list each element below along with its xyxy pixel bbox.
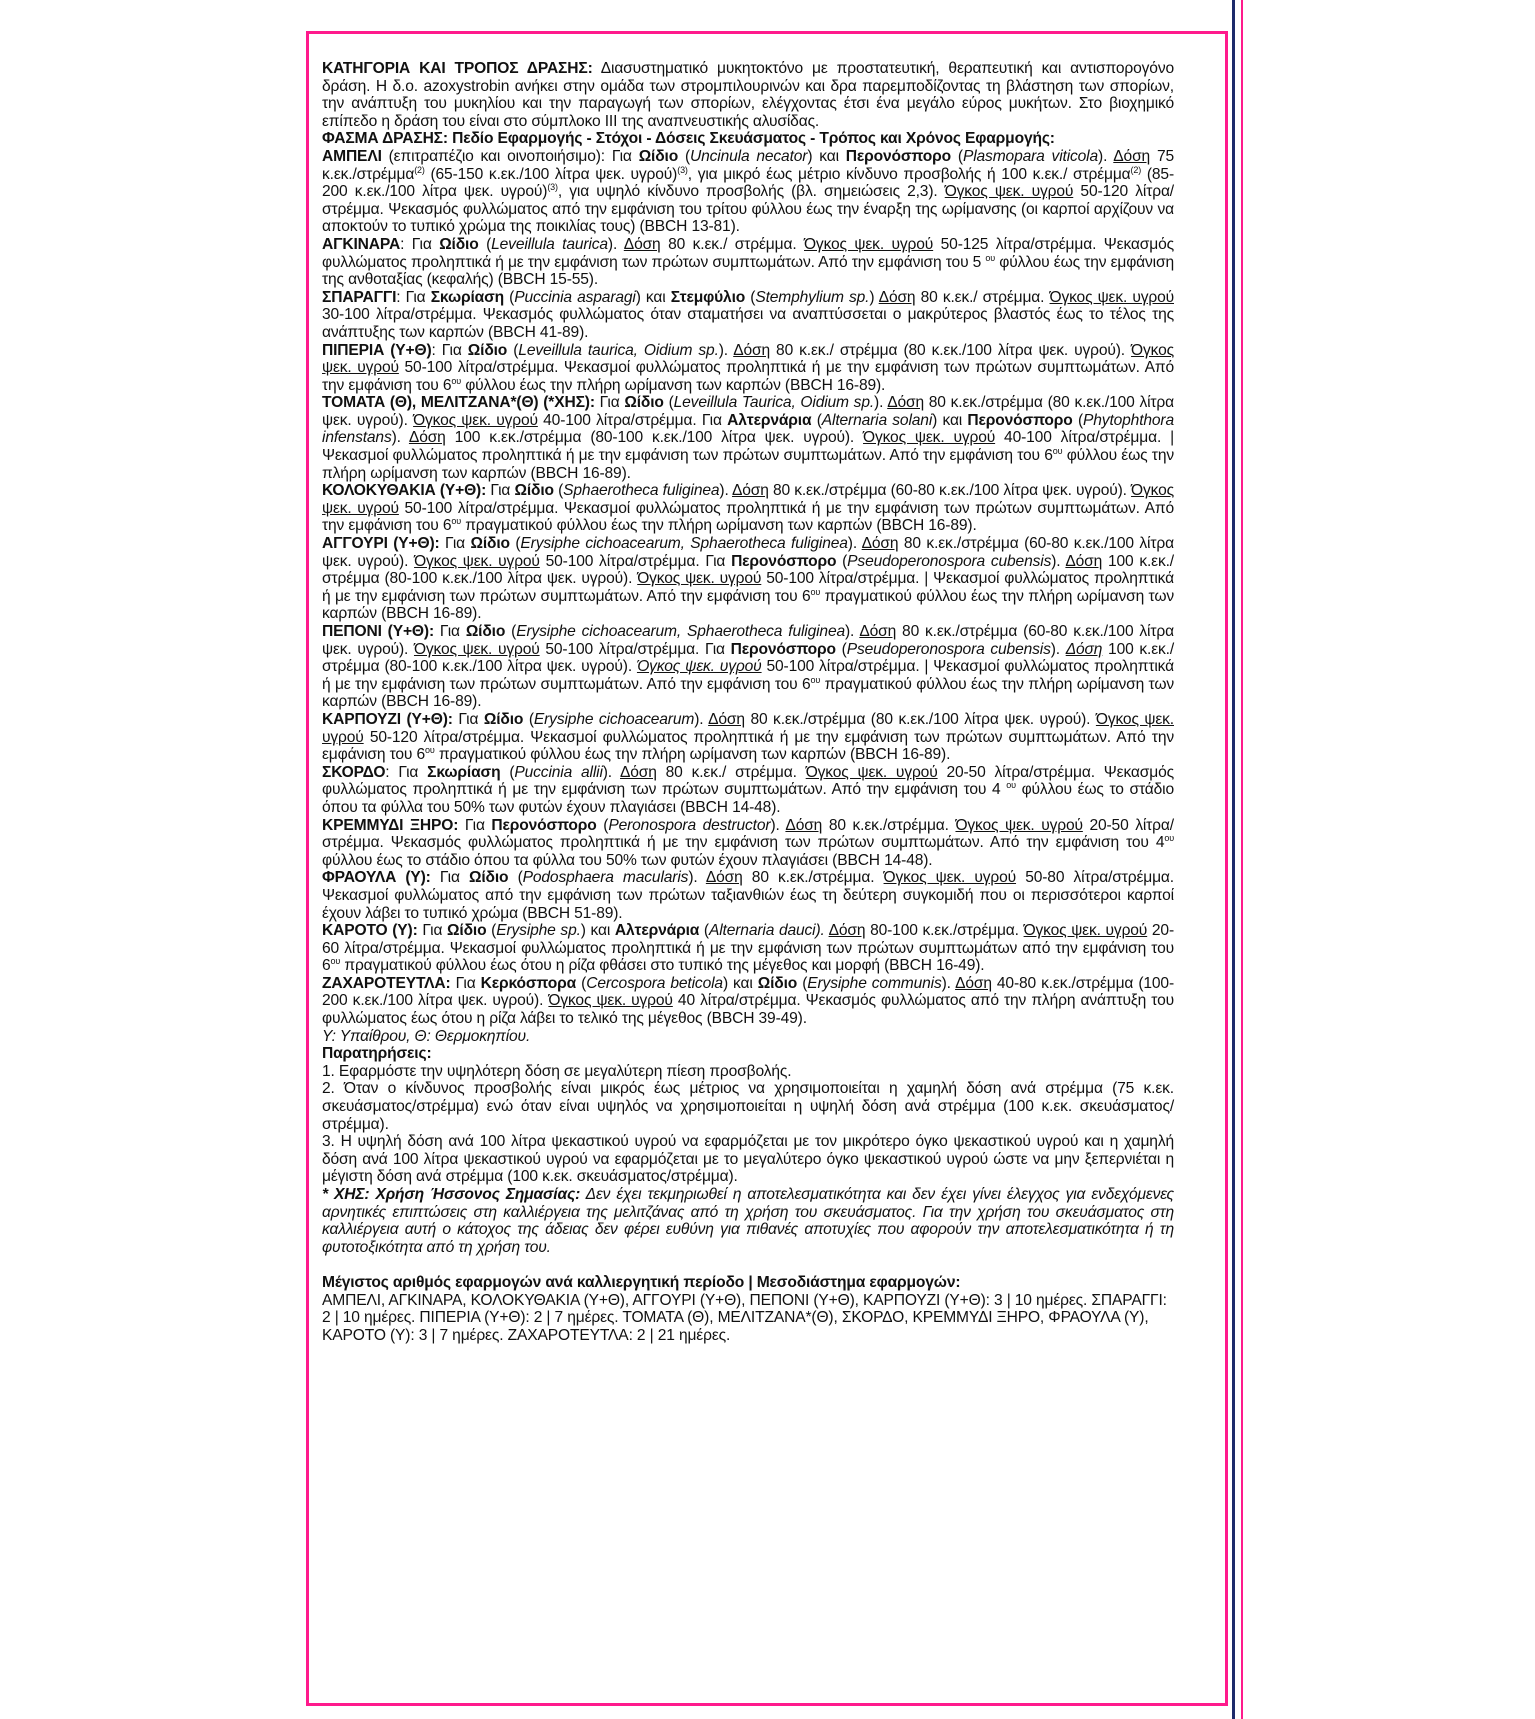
dose-label: Δόση: [731, 482, 769, 500]
dose-label: Δόση: [620, 763, 657, 781]
volume-label: Όγκος ψεκ. υγρού: [322, 482, 1174, 517]
note-2: 2. Όταν ο κίνδυνος προσβολής είναι μικρός έως μέτριος να χρησιμοποιείται η χαμηλή δόση ανά στρέμμα (75 κ.εκ. σκευάσματος/στρέμμα) ενώ όταν είναι υψηλός να χρησιμοποιείται η υψηλή δόση ανά στρέμμα (100 κ.εκ. σκευάσματος/ στρέμμα).: [322, 1080, 1174, 1133]
crop-name: ΑΓΚΙΝΑΡΑ: [322, 235, 401, 253]
volume-label: Όγκος ψεκ. υγρού: [322, 710, 1174, 746]
pathogen: Περονόσπορο: [491, 816, 597, 834]
species: Leveillula taurica, Oidium sp.: [518, 341, 719, 359]
dose-label: Δόση: [705, 869, 743, 887]
crop-agkinara: ΑΓΚΙΝΑΡΑ: Για Ωίδιο (Leveillula taurica). Δόση 80 κ.εκ./ στρέμμα. Όγκος ψεκ. υγρού 50-125 λίτρα/στρέμμα. Ψεκασμός φυλλώματος προληπτικά ή με την εμφάνιση των πρώτων συμπτωμάτων. Από την εμφάνιση του 5 $^{o\upsilon}$ φύλλου έως την εμφάνιση της ανθοταξίας (κεφαλής) (BBCH 15-55).: [322, 235, 1174, 289]
crop-name: ΑΜΠΕΛΙ: [322, 147, 382, 165]
minor-use-heading: * ΧΗΣ: Χρήση Ήσσονος Σημασίας:: [322, 1186, 581, 1203]
crop-name: ΚΡΕΜΜΥΔΙ ΞΗΡΟ:: [322, 816, 459, 834]
spectrum-heading-text: ΦΑΣΜΑ ΔΡΑΣΗΣ: Πεδίο Εφαρμογής - Στόχοι - Δόσεις Σκευάσματος - Τρόπος και Χρόνος Εφαρμογής:: [322, 130, 1055, 148]
species: Leveillula Taurica, Oidium sp.: [673, 394, 875, 412]
pathogen: Ωίδιο: [624, 394, 664, 412]
pathogen: Περονόσπορο: [730, 640, 836, 658]
volume-label: Όγκος ψεκ. υγρού: [804, 235, 934, 253]
page-edge-pink: [1241, 0, 1243, 1719]
species: Puccinia allii: [514, 763, 603, 781]
crop-ampeli: ΑΜΠΕΛΙ (επιτραπέζιο και οινοποιήσιμο): Για Ωίδιο (Uncinula necator) και Περονόσπορο (Plasmopara viticola). Δόση 75 κ.εκ./στρέμμα$^{(2)}$ (65-150 κ.εκ./100 λίτρα ψεκ. υγρού)$^{(3)}$, για μικρό έως μέτριο κίνδυνο προσβολής ή 100 κ.εκ./ στρέμμα$^{(2)}$ (85-200 κ.εκ./100 λίτρα ψεκ. υγρού)$^{(3)}$, για υψηλό κίνδυνο προσβολής (βλ. σημειώσεις 2,3). Όγκος ψεκ. υγρού 50-120 λίτρα/στρέμμα. Ψεκασμός φυλλώματος από την εμφάνιση του τρίτου φύλλου έως την έναρξη της ωρίμανσης (οι καρποί αρχίζουν να αποκτούν το τυπικό χρώμα της ποικιλίας τους) (BBCH 13-81).: [322, 147, 1174, 236]
dose-label: Δόση: [708, 710, 745, 728]
species: Cercospora beticola: [586, 974, 723, 992]
dose-label: Δόση: [408, 429, 446, 447]
crop-name: ΣΚΟΡΔΟ: [322, 763, 386, 781]
pathogen: Ωίδιο: [757, 974, 798, 992]
minor-use-text: Δεν έχει τεκμηριωθεί η αποτελεσματικότητα και δεν έχει γίνει έλεγχος για ενδεχόμενες αρνητικές επιπτώσεις στη καλλιέργεια της μελιτζάνας από τη χρήση του σκευάσματος. Για την χρήση του σκευάσματος στη καλλιέργεια αυτή ο κάτοχος της άδειας δεν φέρει ευθύνη για πιθανές αποτυχίες που αφορούν την αποτελεσματικότητα ή τη φυτοτοξικότητα από τη χρήση του.: [322, 1186, 1174, 1256]
crop-name: ΦΡΑΟΥΛΑ (Υ):: [322, 869, 431, 887]
species: Alternaria dauci).: [708, 922, 825, 940]
pathogen: Αλτερνάρια: [614, 922, 700, 940]
pathogen: Ωίδιο: [467, 341, 508, 359]
crop-kolokythakia: ΚΟΛΟΚΥΘΑΚΙΑ (Υ+Θ): Για Ωίδιο (Sphaerotheca fuliginea). Δόση 80 κ.εκ./στρέμμα (60-80 κ.εκ./100 λίτρα ψεκ. υγρού). Όγκος ψεκ. υγρού 50-100 λίτρα/στρέμμα. Ψεκασμοί φυλλώματος προληπτικά ή με την εμφάνιση των πρώτων συμπτωμάτων. Από την εμφάνιση του $6^{o\upsilon}$ πραγματικού φύλλου έως την πλήρη ωρίμανση των καρπών (BBCH 16-89).: [322, 482, 1174, 535]
crop-name: ΚΑΡΟΤΟ (Υ):: [322, 922, 418, 940]
species: Podosphaera macularis: [522, 869, 689, 887]
max-applications-text: ΑΜΠΕΛΙ, ΑΓΚΙΝΑΡΑ, ΚΟΛΟΚΥΘΑΚΙΑ (Υ+Θ), ΑΓΓΟΥΡΙ (Υ+Θ), ΠΕΠΟΝΙ (Υ+Θ), ΚΑΡΠΟΥΖΙ (Υ+Θ): 3 | 10 ημέρες. ΣΠΑΡΑΓΓΙ: 2 | 10 ημέρες. ΠΙΠΕΡΙΑ (Υ+Θ): 2 | 7 ημέρες. ΤΟΜΑΤΑ (Θ), ΜΕΛΙΤΖΑΝΑ*(Θ), ΣΚΟΡΔΟ, ΚΡΕΜΜΥΔΙ ΞΗΡΟ, ΦΡΑΟΥΛΑ (Υ), ΚΑΡΟΤΟ (Υ): 3 | 7 ημέρες. ΖΑΧΑΡΟΤΕΥΤΛΑ: 2 | 21 ημέρες.: [322, 1291, 1167, 1344]
volume-label: Όγκος ψεκ. υγρού: [1023, 922, 1148, 940]
pathogen: Στεμφύλιο: [670, 288, 746, 306]
max-applications-heading-text: Μέγιστος αριθμός εφαρμογών ανά καλλιεργητική περίοδο | Μεσοδιάστημα εφαρμογών:: [322, 1273, 961, 1291]
spectrum-heading: [322, 130, 1174, 148]
dose-label: Δόση: [828, 922, 866, 940]
notes-heading: [322, 1045, 1174, 1063]
dose-label: Δόση: [955, 974, 992, 992]
volume-label: Όγκος ψεκ. υγρού: [805, 763, 938, 781]
pathogen: Ωίδιο: [447, 922, 487, 940]
species: Phytophthora infenstans: [322, 411, 1174, 447]
crop-karoto: ΚΑΡΟΤΟ (Υ): Για Ωίδιο (Erysiphe sp.) και Αλτερνάρια (Alternaria dauci). Δόση 80-100 κ.εκ./στρέμμα. Όγκος ψεκ. υγρού 20-60 λίτρα/στρέμμα. Ψεκασμοί φυλλώματος προληπτικά ή με την εμφάνιση των πρώτων συμπτωμάτων από την εμφάνιση του $6^{o\upsilon}$ πραγματικού φύλλου έως ότου η ρίζα φθάσει στο τυπικό της μέγεθος και μορφή (BBCH 16-49).: [322, 922, 1174, 975]
pathogen: Σκωρίαση: [430, 288, 504, 306]
spacer: [322, 1256, 1174, 1274]
volume-label: Όγκος ψεκ. υγρού: [322, 341, 1174, 377]
dose-label: Δόση: [1065, 640, 1103, 658]
pathogen: Ωίδιο: [483, 710, 524, 728]
dose-label: Δόση: [859, 623, 897, 640]
mode-of-action: [322, 60, 1174, 130]
pathogen: Ωίδιο: [439, 235, 479, 253]
species: Plasmopara viticola: [962, 147, 1099, 165]
mode-heading: ΚΑΤΗΓΟΡΙΑ ΚΑΙ ΤΡΟΠΟΣ ΔΡΑΣΗΣ:: [322, 60, 593, 77]
species: Erysiphe cichoacearum: [533, 710, 695, 728]
label-text: [322, 60, 1174, 1344]
crop-aggouri: ΑΓΓΟΥΡΙ (Υ+Θ): Για Ωίδιο (Erysiphe cichoacearum, Sphaerotheca fuliginea). Δόση 80 κ.εκ./στρέμμα (60-80 κ.εκ./100 λίτρα ψεκ. υγρού). Όγκος ψεκ. υγρού 50-100 λίτρα/στρέμμα. Για Περονόσπορο (Pseudoperonospora cubensis). Δόση 100 κ.εκ./στρέμμα (80-100 κ.εκ./100 λίτρα ψεκ. υγρού). Όγκος ψεκ. υγρού 50-100 λίτρα/στρέμμα. | Ψεκασμοί φυλλώματος προληπτικά ή με την εμφάνιση των πρώτων συμπτωμάτων. Από την εμφάνιση του $6^{o\upsilon}$ πραγματικού φύλλου έως την πλήρη ωρίμανση των καρπών (BBCH 16-89).: [322, 535, 1175, 623]
crop-tomata: ΤΟΜΑΤΑ (Θ), ΜΕΛΙΤΖΑΝΑ*(Θ) (*ΧΗΣ): Για Ωίδιο (Leveillula Taurica, Oidium sp.). Δόση 80 κ.εκ./στρέμμα (80 κ.εκ./100 λίτρα ψεκ. υγρού). Όγκος ψεκ. υγρού 40-100 λίτρα/στρέμμα. Για Αλτερνάρια (Alternaria solani) και Περονόσπορο (Phytophthora infenstans). Δόση 100 κ.εκ./στρέμμα (80-100 κ.εκ./100 λίτρα ψεκ. υγρού). Όγκος ψεκ. υγρού 40-100 λίτρα/στρέμμα. | Ψεκασμοί φυλλώματος προληπτικά ή με την εμφάνιση των πρώτων συμπτωμάτων. Από την εμφάνιση του $6^{o\upsilon}$ φύλλου έως την πλήρη ωρίμανση των καρπών (BBCH 16-89).: [322, 394, 1174, 482]
crop-peponi: ΠΕΠΟΝΙ (Υ+Θ): Για Ωίδιο (Erysiphe cichoacearum, Sphaerotheca fuliginea). Δόση 80 κ.εκ./στρέμμα (60-80 κ.εκ./100 λίτρα ψεκ. υγρού). Όγκος ψεκ. υγρού 50-100 λίτρα/στρέμμα. Για Περονόσπορο (Pseudoperonospora cubensis). Δόση 100 κ.εκ./στρέμμα (80-100 κ.εκ./100 λίτρα ψεκ. υγρού). Όγκος ψεκ. υγρού 50-100 λίτρα/στρέμμα. | Ψεκασμοί φυλλώματος προληπτικά ή με την εμφάνιση των πρώτων συμπτωμάτων. Από την εμφάνιση του $6^{o\upsilon}$ πραγματικού φύλλου έως την πλήρη ωρίμανση των καρπών (BBCH 16-89).: [322, 623, 1175, 711]
species: Pseudoperonospora cubensis: [846, 640, 1051, 658]
species: Pseudoperonospora cubensis: [847, 552, 1052, 570]
volume-label: Όγκος ψεκ. υγρού: [863, 429, 996, 447]
crop-sparaggi: ΣΠΑΡΑΓΓΙ: Για Σκωρίαση (Puccinia asparagi) και Στεμφύλιο (Stemphylium sp.) Δόση 80 κ.εκ./ στρέμμα. Όγκος ψεκ. υγρού 30-100 λίτρα/στρέμμα. Ψεκασμός φυλλώματος όταν σταματήσει να αναπτύσσεται ο μακρύτερος βλαστός έως το τέλος της ανάπτυξης των καρπών (BBCH 41-89).: [322, 288, 1174, 341]
pathogen: Κερκόσπορα: [480, 974, 577, 992]
dose-label: Δόση: [785, 816, 823, 834]
volume-label: Όγκος ψεκ. υγρού: [944, 183, 1074, 201]
legend-text: Υ: Υπαίθρου, Θ: Θερμοκηπίου.: [322, 1027, 531, 1045]
dose-label: Δόση: [861, 535, 899, 553]
dose-label: Δόση: [733, 341, 770, 359]
species: Sphaerotheca fuliginea: [563, 482, 720, 500]
dose-label: Δόση: [1113, 147, 1151, 165]
species: Peronospora destructor: [608, 816, 771, 834]
max-applications-heading: [322, 1274, 1174, 1292]
crop-name: ΤΟΜΑΤΑ (Θ), ΜΕΛΙΤΖΑΝΑ*(Θ) (*ΧΗΣ):: [322, 394, 595, 412]
pathogen: Περονόσπορο: [967, 411, 1073, 429]
crop-name: ΣΠΑΡΑΓΓΙ: [322, 288, 397, 306]
species: Erysiphe communis: [807, 974, 942, 992]
volume-label: Όγκος ψεκ. υγρού: [637, 570, 762, 588]
pathogen: Ωίδιο: [514, 482, 554, 500]
crop-name: ΚΟΛΟΚΥΘΑΚΙΑ (Υ+Θ):: [322, 482, 487, 500]
species: Stemphylium sp.: [755, 288, 870, 306]
mode-text: Διασυστηματικό μυκητοκτόνο με προστατευτική, θεραπευτική και αντισπορογόνο δράση. Η δ.ο. azoxystrobin ανήκει στην ομάδα των στρομπιλουρινών και δρα παρεμποδίζοντας τη βλάστηση των σπορίων, την ανάπτυξη του μυκηλίου και την παραγωγή των σπορίων, ελέγχοντας έτσι ένα μεγάλο εύρος μυκήτων. Στο βιοχημικό επίπεδο η δράση του είναι στο σύμπλοκο ΙΙΙ της αναπνευστικής αλυσίδας.: [322, 60, 1174, 130]
species: Erysiphe cichoacearum, Sphaerotheca fuliginea: [516, 623, 845, 640]
pathogen: Ωίδιο: [638, 147, 679, 165]
crop-skordo: ΣΚΟΡΔΟ: Για Σκωρίαση (Puccinia allii). Δόση 80 κ.εκ./ στρέμμα. Όγκος ψεκ. υγρού 20-50 λίτρα/στρέμμα. Ψεκασμός φυλλώματος προληπτικά ή με την εμφάνιση των πρώτων συμπτωμάτων. Από την εμφάνιση του 4 $^{o\upsilon}$ φύλλου έως το στάδιο όπου τα φύλλα του 50% των φυτών έχουν πλαγιάσει (BBCH 14-48).: [322, 763, 1175, 816]
volume-label: Όγκος ψεκ. υγρού: [636, 658, 762, 676]
pathogen: Ωίδιο: [469, 869, 509, 887]
species: Alternaria solani: [821, 411, 933, 429]
species: Puccinia asparagi: [514, 288, 636, 306]
volume-label: Όγκος ψεκ. υγρού: [413, 640, 540, 658]
volume-label: Όγκος ψεκ. υγρού: [883, 869, 1017, 887]
pathogen: Περονόσπορο: [731, 552, 837, 570]
crop-fraoula: ΦΡΑΟΥΛΑ (Υ): Για Ωίδιο (Podosphaera macularis). Δόση 80 κ.εκ./στρέμμα. Όγκος ψεκ. υγρού 50-80 λίτρα/στρέμμα. Ψεκασμοί φυλλώματος από την εμφάνιση των πρώτων ταξιανθιών έως τη δεύτερη συγκομιδή που οι περισσότεροι καρποί έχουν λάβει το τυπικό χρώμα (BBCH 51-89).: [322, 869, 1174, 922]
pathogen: Ωίδιο: [465, 623, 506, 640]
legend: [322, 1028, 1174, 1046]
pathogen: Αλτερνάρια: [727, 411, 812, 429]
crop-name: ΚΑΡΠΟΥΖΙ (Υ+Θ):: [322, 710, 453, 728]
page-edge-dark: [1232, 0, 1235, 1719]
volume-label: Όγκος ψεκ. υγρού: [548, 992, 673, 1010]
species: Leveillula taurica: [491, 235, 608, 253]
dose-label: Δόση: [623, 235, 661, 253]
note-1: 1. Εφαρμόστε την υψηλότερη δόση σε μεγαλύτερη πίεση προσβολής.: [322, 1062, 792, 1080]
species: Uncinula necator: [690, 147, 808, 165]
crop-zaxaroteutla: ΖΑΧΑΡΟΤΕΥΤΛΑ: Για Κερκόσπορα (Cercospora beticola) και Ωίδιο (Erysiphe communis). Δόση 40-80 κ.εκ./στρέμμα (100-200 κ.εκ./100 λίτρα ψεκ. υγρού). Όγκος ψεκ. υγρού 40 λίτρα/στρέμμα. Ψεκασμός φυλλώματος από την πλήρη ανάπτυξη του φυλλώματος έως ότου η ρίζα λάβει το τελικό της μέγεθος (BBCH 39-49).: [322, 974, 1175, 1028]
dose-label: Δόση: [878, 288, 916, 306]
volume-label: Όγκος ψεκ. υγρού: [955, 816, 1083, 834]
crop-piperia: ΠΙΠΕΡΙΑ (Υ+Θ): Για Ωίδιο (Leveillula taurica, Oidium sp.). Δόση 80 κ.εκ./ στρέμμα (80 κ.εκ./100 λίτρα ψεκ. υγρού). Όγκος ψεκ. υγρού 50-100 λίτρα/στρέμμα. Ψεκασμοί φυλλώματος προληπτικά ή με την εμφάνιση των πρώτων συμπτωμάτων. Από την εμφάνιση του $6^{o\upsilon}$ φύλλου έως την πλήρη ωρίμανση των καρπών (BBCH 16-89).: [322, 341, 1174, 394]
crop-karpouzi: ΚΑΡΠΟΥΖΙ (Υ+Θ): Για Ωίδιο (Erysiphe cichoacearum). Δόση 80 κ.εκ./στρέμμα (80 κ.εκ./100 λίτρα ψεκ. υγρού). Όγκος ψεκ. υγρού 50-120 λίτρα/στρέμμα. Ψεκασμοί φυλλώματος προληπτικά ή με την εμφάνιση των πρώτων συμπτωμάτων. Από την εμφάνιση του $6^{o\upsilon}$ πραγματικού φύλλου έως την πλήρη ωρίμανση των καρπών (BBCH 16-89).: [322, 710, 1174, 764]
species: Erysiphe sp.: [496, 922, 581, 940]
volume-label: Όγκος ψεκ. υγρού: [1049, 288, 1174, 306]
minor-use-note: [322, 1186, 1174, 1256]
pathogen: Ωίδιο: [470, 535, 510, 553]
crop-name: ΠΙΠΕΡΙΑ (Υ+Θ): [322, 341, 432, 359]
crop-name: ΑΓΓΟΥΡΙ (Υ+Θ):: [322, 535, 440, 553]
pathogen: Περονόσπορο: [845, 147, 952, 165]
species: Erysiphe cichoacearum, Sphaerotheca fuliginea: [520, 535, 848, 553]
dose-label: Δόση: [887, 394, 924, 412]
dose-label: Δόση: [1065, 552, 1103, 570]
crop-name: ΖΑΧΑΡΟΤΕΥΤΛΑ:: [322, 974, 451, 992]
pathogen: Σκωρίαση: [427, 763, 501, 781]
volume-label: Όγκος ψεκ. υγρού: [413, 411, 538, 429]
crop-kremmydi: ΚΡΕΜΜΥΔΙ ΞΗΡΟ: Για Περονόσπορο (Peronospora destructor). Δόση 80 κ.εκ./στρέμμα. Όγκος ψεκ. υγρού 20-50 λίτρα/στρέμμα. Ψεκασμός φυλλώματος προληπτικά ή με την εμφάνιση των πρώτων συμπτωμάτων. Από την εμφάνιση του $4^{o\upsilon}$ φύλλου έως το στάδιο όπου τα φύλλα του 50% των φυτών έχουν πλαγιάσει (BBCH 14-48).: [322, 816, 1174, 869]
crop-name: ΠΕΠΟΝΙ (Υ+Θ):: [322, 623, 434, 640]
note-3: 3. Η υψηλή δόση ανά 100 λίτρα ψεκαστικού υγρού να εφαρμόζεται με τον μικρότερο όγκο ψεκαστικού υγρού και η χαμηλή δόση ανά 100 λίτρα ψεκαστικού υγρού να εφαρμόζεται με το μεγαλύτερο όγκο ψεκαστικού υγρού ώστε να μην ξεπερνιέται η μέγιστη δόση ανά στρέμμα (100 κ.εκ. σκευάσματος/στρέμμα).: [322, 1133, 1174, 1186]
notes-heading-text: Παρατηρήσεις:: [322, 1045, 432, 1063]
volume-label: Όγκος ψεκ. υγρού: [414, 552, 540, 570]
